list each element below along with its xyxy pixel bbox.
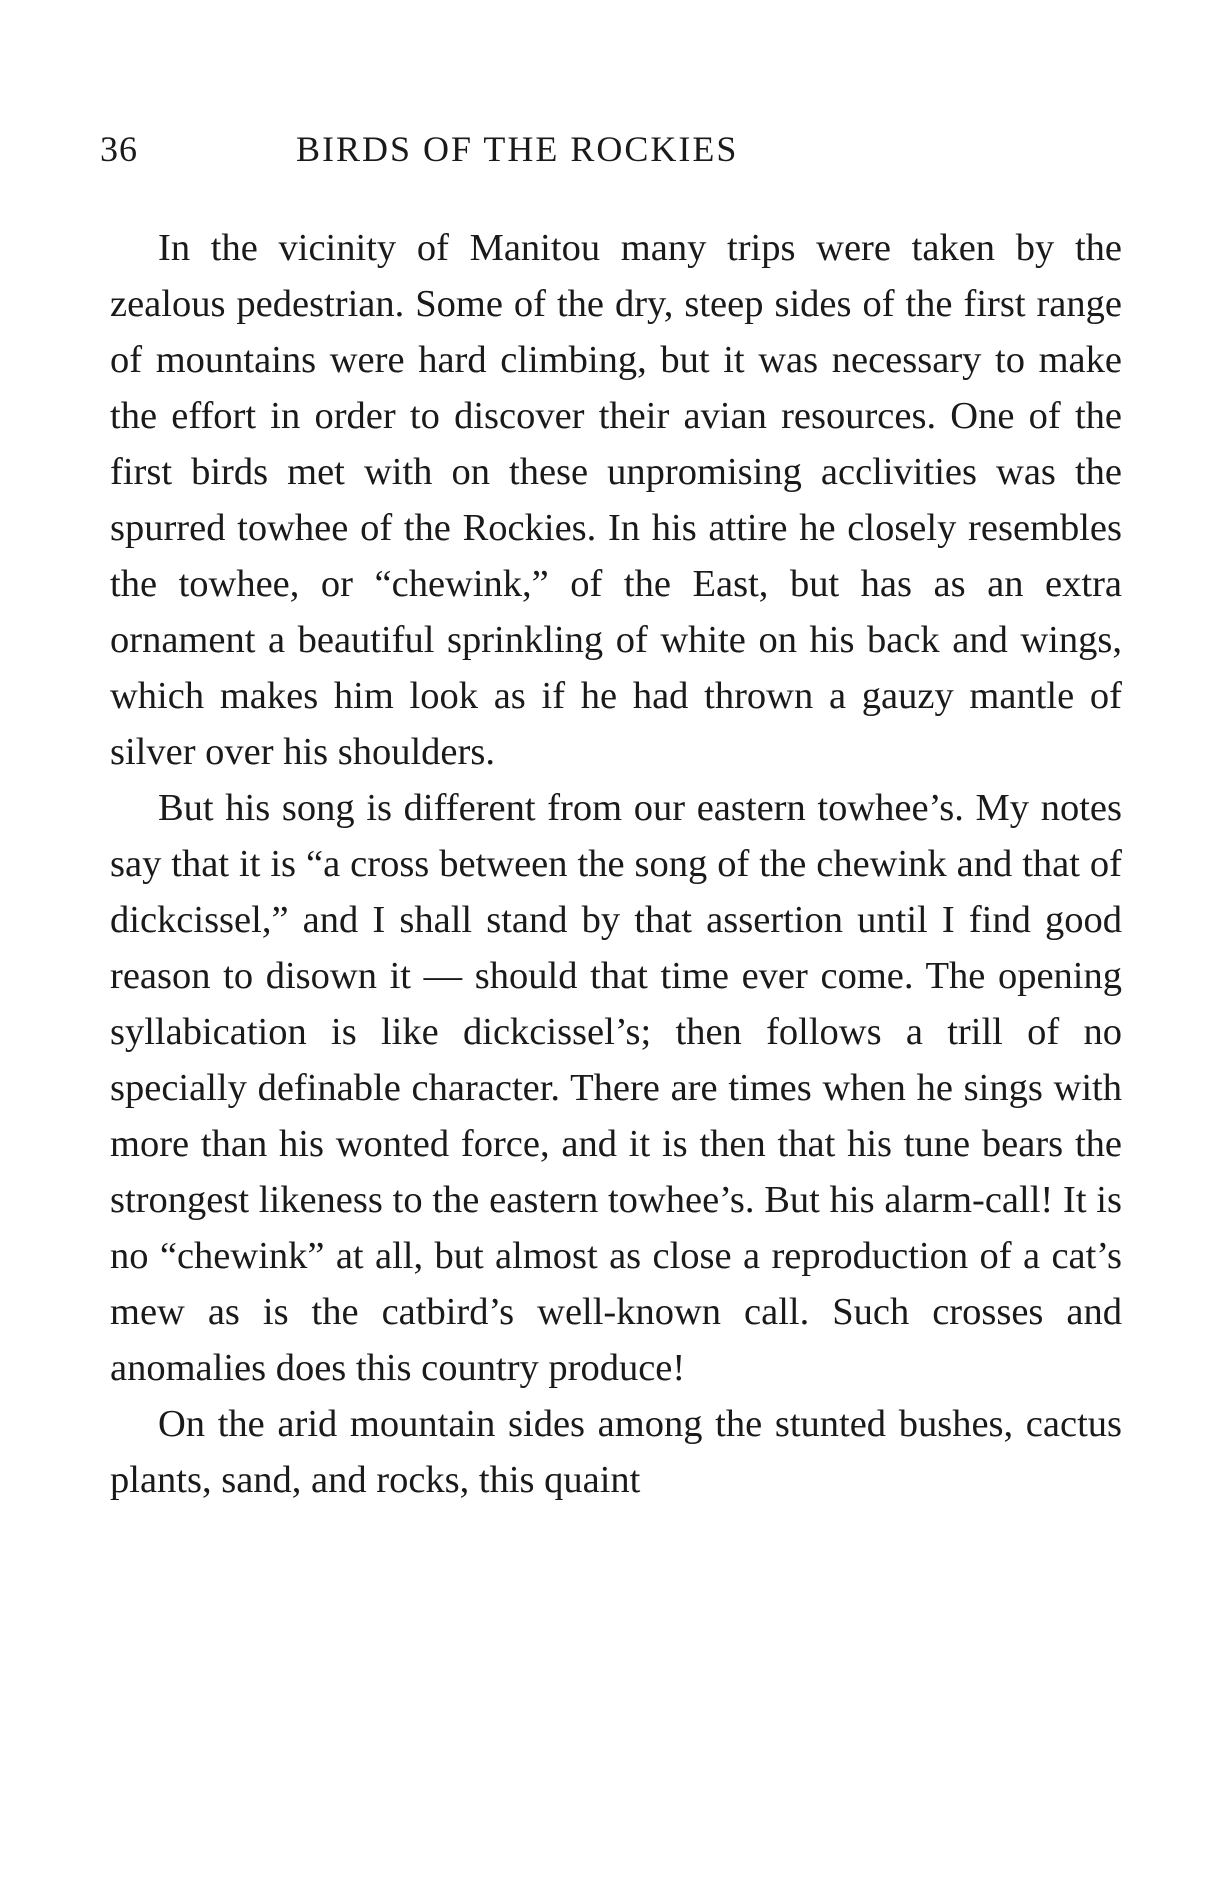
running-title: BIRDS OF THE ROCKIES (296, 129, 739, 169)
page-number: 36 (100, 129, 138, 169)
paragraph-1: In the vicinity of Manitou many trips were taken by the zealous pedestrian. Some of the dry, steep sides of the first range of mountains were hard climbing, but it was necessary to make the effort in order to discover their avian resources. One of the first birds met with on these unpromising acclivities was the spurred towhee of the Rockies. In his attire he closely resembles the towhee, or “chewink,” of the East, but has as an extra ornament a beautiful sprinkling of white on his back and wings, which makes him look as if he had thrown a gauzy mantle of silver over his shoulders. (110, 227, 1122, 773)
body-text (110, 220, 1122, 1508)
running-head (100, 128, 910, 178)
paragraph-3: On the arid mountain sides among the stunted bushes, cactus plants, sand, and rocks, this quaint (110, 1403, 1122, 1501)
paragraph-2: But his song is different from our eastern towhee’s. My notes say that it is “a cross between the song of the chewink and that of dickcissel,” and I shall stand by that assertion until I find good reason to disown it — should that time ever come. The opening syllabication is like dickcissel’s; then follows a trill of no specially definable character. There are times when he sings with more than his wonted force, and it is then that his tune bears the strongest likeness to the eastern towhee’s. But his alarm-call! It is no “chewink” at all, but almost as close a reproduction of a cat’s mew as is the catbird’s well-known call. Such crosses and anomalies does this country produce! (110, 787, 1122, 1389)
